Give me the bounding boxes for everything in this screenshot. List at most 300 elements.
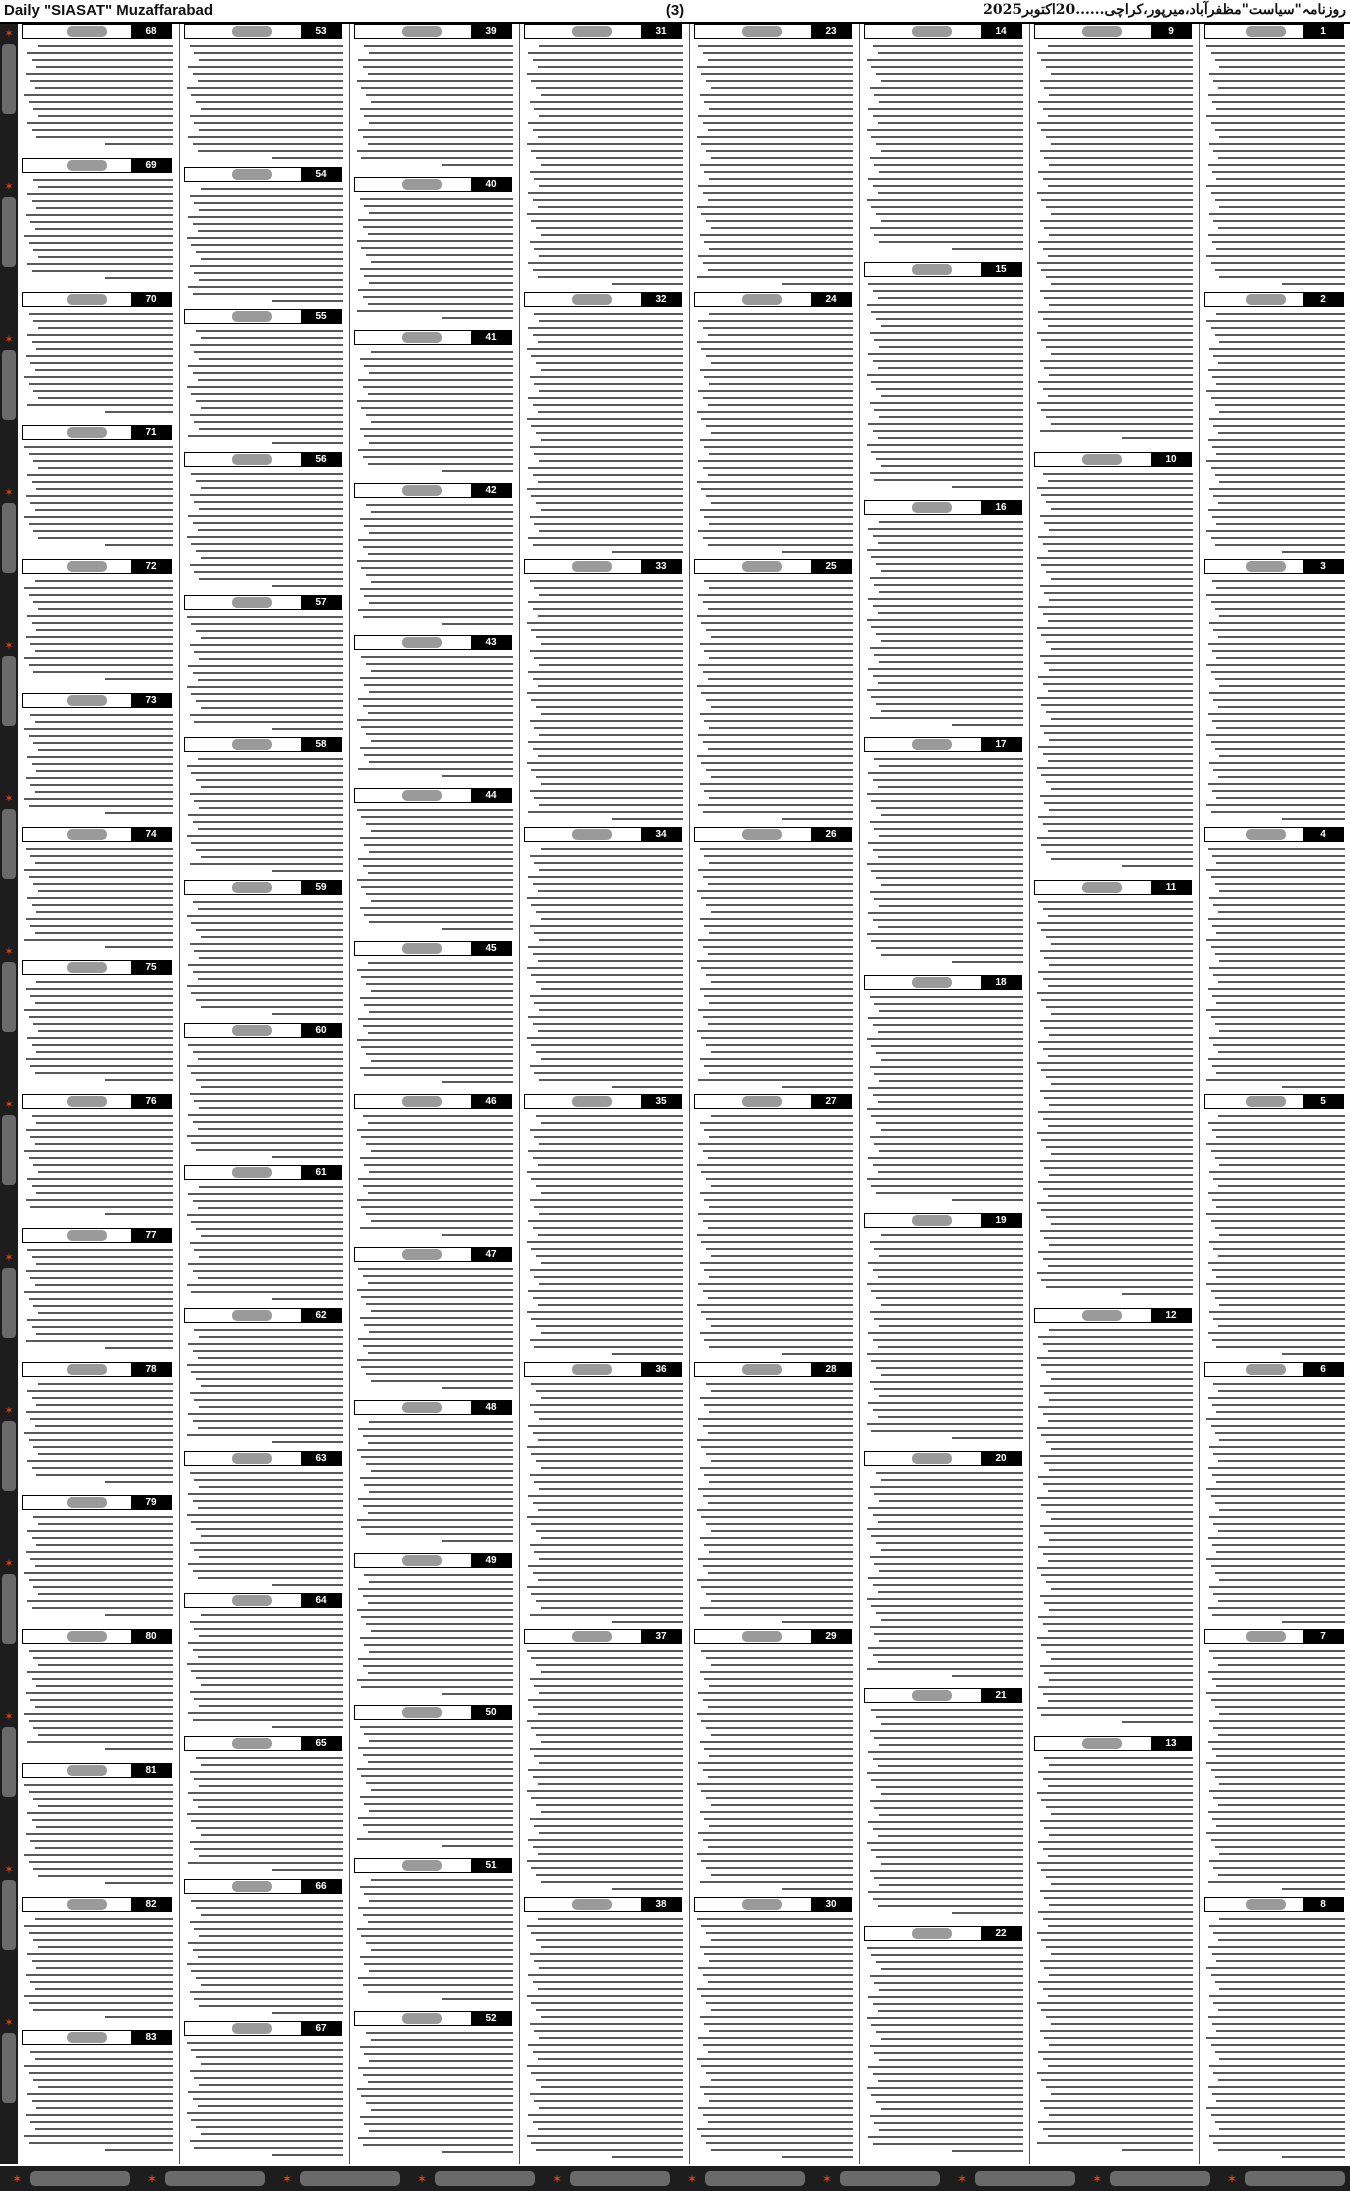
text-line [697, 1304, 853, 1306]
text-line [1215, 608, 1345, 610]
text-line [371, 1380, 513, 1382]
text-line [366, 94, 513, 96]
text-line [1216, 523, 1345, 525]
news-item-header [184, 1879, 342, 1894]
text-line [1213, 2142, 1345, 2144]
text-line [538, 1234, 683, 1236]
text-line [536, 1734, 683, 1736]
text-line [878, 1171, 1023, 1173]
news-item-number: 77 [131, 1229, 171, 1242]
border-label-plate [1110, 2171, 1210, 2186]
text-line [703, 397, 853, 399]
text-line [364, 45, 513, 47]
text-line [879, 101, 1023, 103]
text-line [366, 823, 513, 825]
text-line [1209, 143, 1345, 145]
text-line [1216, 453, 1345, 455]
text-line [369, 122, 513, 124]
text-line [27, 1037, 173, 1039]
text-line [201, 786, 343, 788]
text-line [698, 185, 853, 187]
news-item-header [524, 559, 682, 574]
text-line [1212, 376, 1345, 378]
text-line [1208, 1671, 1345, 1673]
section-logo-plate [67, 1631, 107, 1642]
text-line [868, 353, 1023, 355]
text-line [1051, 1658, 1193, 1660]
text-line [199, 1336, 343, 1338]
section-logo-plate [742, 1631, 782, 1642]
text-line [1051, 1083, 1193, 1085]
text-line [30, 1136, 173, 1138]
text-line [871, 1360, 1023, 1362]
text-line [371, 1220, 513, 1222]
text-line [1049, 304, 1193, 306]
text-line [38, 256, 173, 258]
text-line [1038, 1616, 1193, 1618]
text-line [1046, 501, 1193, 503]
text-line [1211, 397, 1345, 399]
text-line [364, 115, 513, 117]
text-line [369, 1011, 513, 1013]
text-line [1213, 1727, 1345, 1729]
text-line [711, 1115, 853, 1117]
text-line [357, 1928, 513, 1930]
text-line [1043, 1413, 1193, 1415]
text-line [1206, 320, 1345, 322]
text-line [539, 115, 683, 117]
news-item-header [524, 1897, 682, 1912]
news-item-header [524, 1629, 682, 1644]
section-logo-plate [572, 26, 612, 37]
text-line [358, 2137, 513, 2139]
text-line [536, 1530, 683, 1532]
text-line [1040, 1890, 1193, 1892]
text-line [187, 765, 343, 767]
text-line [534, 1755, 683, 1757]
text-line [1218, 1804, 1345, 1806]
section-logo-plate [1246, 1899, 1286, 1910]
text-line [530, 1129, 683, 1131]
text-line [527, 1925, 683, 1927]
news-item-number: 76 [131, 1095, 171, 1108]
text-line [1044, 1672, 1193, 1674]
text-line [363, 1275, 513, 1277]
text-line [105, 1748, 173, 1750]
text-line [876, 1367, 1023, 1369]
news-item-number: 81 [131, 1764, 171, 1777]
text-line [879, 521, 1023, 523]
news-item-number: 69 [131, 159, 171, 172]
text-line [1040, 1960, 1193, 1962]
text-line [1215, 1157, 1345, 1159]
text-line [199, 658, 343, 660]
text-line [1044, 157, 1193, 159]
text-line [1212, 101, 1345, 103]
text-line [1208, 2016, 1345, 2018]
text-line [360, 588, 513, 590]
text-line [1038, 971, 1193, 973]
text-line [33, 390, 173, 392]
text-line [530, 1953, 683, 1955]
text-line [878, 1905, 1023, 1907]
text-line [36, 66, 173, 68]
text-line [1218, 87, 1345, 89]
text-line [533, 544, 683, 546]
text-line [708, 1297, 853, 1299]
text-line [1218, 1600, 1345, 1602]
text-line [1046, 1511, 1193, 1513]
text-line [1048, 1350, 1193, 1352]
text-line [1122, 2149, 1193, 2151]
text-line [867, 1353, 1023, 1355]
text-line [1041, 2009, 1193, 2011]
text-line [1051, 1013, 1193, 1015]
text-line [369, 1740, 513, 1742]
text-line [1041, 929, 1193, 931]
text-line [191, 1900, 343, 1902]
news-item-number: 47 [471, 1248, 511, 1261]
text-line [528, 1699, 683, 1701]
text-line [1208, 783, 1345, 785]
bottom-decorative-border [0, 2166, 1350, 2191]
text-line [358, 1498, 513, 1500]
text-line [534, 453, 683, 455]
text-line [873, 1898, 1023, 1900]
text-line [272, 1726, 343, 1728]
text-line [201, 337, 343, 339]
text-line [1213, 1932, 1345, 1934]
text-line [368, 393, 513, 395]
text-line [30, 1558, 173, 1560]
text-line [1218, 636, 1345, 638]
text-line [24, 446, 173, 448]
text-line [534, 1411, 683, 1413]
star-ornament-icon: ✶ [4, 792, 14, 805]
text-line [874, 1493, 1023, 1495]
news-item-number: 61 [301, 1166, 341, 1179]
text-line [191, 922, 343, 924]
text-line [30, 2051, 173, 2053]
news-item-number: 68 [131, 25, 171, 38]
text-line [442, 317, 513, 319]
text-line [1048, 1700, 1193, 1702]
text-line [27, 1460, 173, 1462]
text-line [782, 551, 853, 553]
news-item-number: 2 [1303, 293, 1343, 306]
text-line [24, 1925, 173, 1927]
text-line [369, 1491, 513, 1493]
news-item-header [22, 1763, 172, 1778]
section-logo-plate [67, 26, 107, 37]
news-item-header [864, 737, 1022, 752]
text-line [358, 1907, 513, 1909]
text-line [1051, 1518, 1193, 1520]
text-line [1208, 643, 1345, 645]
text-line [191, 693, 343, 695]
text-line [361, 1136, 513, 1138]
text-line [1219, 960, 1345, 962]
text-line [1209, 488, 1345, 490]
text-line [358, 1018, 513, 1020]
text-line [1037, 192, 1193, 194]
text-line [1215, 883, 1345, 885]
text-line [364, 435, 513, 437]
star-ornament-icon: ✶ [1092, 2172, 1103, 2186]
section-logo-plate [742, 1096, 782, 1107]
text-line [1206, 185, 1345, 187]
text-line [1049, 529, 1193, 531]
text-line [530, 1544, 683, 1546]
text-line [528, 1769, 683, 1771]
text-line [1216, 2100, 1345, 2102]
text-line [1216, 862, 1345, 864]
text-line [191, 1221, 343, 1223]
text-line [701, 1586, 853, 1588]
text-line [364, 525, 513, 527]
text-line [272, 1156, 343, 1158]
text-line [1212, 720, 1345, 722]
text-line [38, 749, 173, 751]
text-line [187, 1284, 343, 1286]
text-line [711, 502, 853, 504]
text-line [698, 1418, 853, 1420]
text-line [1219, 685, 1345, 687]
section-logo-plate [402, 1096, 442, 1107]
text-line [193, 522, 343, 524]
text-line [196, 999, 343, 1001]
masthead-english: Daily "SIASAT" Muzaffarabad [4, 2, 213, 19]
text-line [190, 344, 343, 346]
news-item-header [694, 827, 852, 842]
text-line [193, 143, 343, 145]
text-line [1215, 2051, 1345, 2053]
news-item-number: 33 [641, 560, 681, 573]
text-line [38, 1030, 173, 1032]
news-item-body [185, 899, 343, 1019]
text-line [194, 800, 343, 802]
text-line [697, 206, 853, 208]
text-line [1041, 634, 1193, 636]
text-line [881, 80, 1023, 82]
text-line [867, 863, 1023, 865]
text-line [1044, 1167, 1193, 1169]
text-line [1043, 1483, 1193, 1485]
text-line [1218, 2149, 1345, 2151]
text-line [35, 369, 173, 371]
text-line [368, 2081, 513, 2083]
star-ornament-icon: ✶ [282, 2172, 293, 2186]
text-line [706, 769, 853, 771]
text-line [1219, 890, 1345, 892]
text-line [190, 1093, 343, 1095]
border-label-plate [2, 1421, 16, 1491]
text-line [1212, 1404, 1345, 1406]
text-line [1211, 1016, 1345, 1018]
text-line [1051, 1953, 1193, 1955]
text-line [29, 1861, 173, 1863]
text-line [1122, 437, 1193, 439]
text-line [870, 472, 1023, 474]
text-line [26, 73, 173, 75]
text-line [534, 523, 683, 525]
text-line [369, 442, 513, 444]
text-line [360, 1477, 513, 1479]
text-line [530, 1474, 683, 1476]
text-line [187, 1963, 343, 1965]
text-line [366, 663, 513, 665]
text-line [187, 915, 343, 917]
text-line [881, 884, 1023, 886]
text-line [26, 214, 173, 216]
text-line [1038, 1251, 1193, 1253]
text-line [1043, 2128, 1193, 2130]
text-line [199, 1107, 343, 1109]
text-line [697, 1234, 853, 1236]
text-line [711, 2079, 853, 2081]
text-line [527, 1650, 683, 1652]
text-line [541, 94, 683, 96]
text-line [1206, 664, 1345, 666]
text-line [1040, 2100, 1193, 2102]
text-line [1215, 2121, 1345, 2123]
news-item-header [184, 1023, 342, 1038]
text-line [1218, 1115, 1345, 1117]
news-item-number: 74 [131, 828, 171, 841]
text-line [881, 1619, 1023, 1621]
text-line [1216, 1276, 1345, 1278]
column-separator [179, 24, 180, 2164]
text-line [30, 502, 173, 504]
text-line [704, 1544, 853, 1546]
text-line [868, 1507, 1023, 1509]
text-line [536, 362, 683, 364]
text-line [1211, 1699, 1345, 1701]
text-line [38, 890, 173, 892]
text-line [533, 2121, 683, 2123]
text-line [29, 1016, 173, 1018]
text-line [871, 1709, 1023, 1711]
text-line [1041, 844, 1193, 846]
text-line [706, 1318, 853, 1320]
text-line [1044, 1897, 1193, 1899]
text-line [363, 546, 513, 548]
text-line [361, 976, 513, 978]
text-line [703, 1769, 853, 1771]
text-line [1043, 823, 1193, 825]
news-item-body [1205, 43, 1345, 288]
text-line [27, 193, 173, 195]
text-line [1041, 269, 1193, 271]
text-line [1043, 1623, 1193, 1625]
text-line [360, 2116, 513, 2118]
text-line [876, 388, 1023, 390]
text-line [530, 1199, 683, 1201]
text-line [612, 1621, 683, 1623]
text-line [357, 1838, 513, 1840]
news-item-header [184, 1736, 342, 1751]
section-logo-plate [1246, 1631, 1286, 1642]
text-line [32, 1397, 173, 1399]
text-line [698, 939, 853, 941]
news-item-header [1204, 24, 1344, 39]
text-line [1206, 115, 1345, 117]
text-line [1037, 1932, 1193, 1934]
text-line [538, 1509, 683, 1511]
text-line [30, 80, 173, 82]
text-line [703, 946, 853, 948]
text-line [533, 1432, 683, 1434]
text-line [24, 2135, 173, 2137]
text-line [1038, 746, 1193, 748]
news-item-number: 12 [1151, 1309, 1191, 1322]
text-line [1040, 1090, 1193, 1092]
text-line [701, 1860, 853, 1862]
text-line [105, 1079, 173, 1081]
text-line [541, 643, 683, 645]
text-line [1040, 950, 1193, 952]
text-line [1209, 2065, 1345, 2067]
text-line [1043, 178, 1193, 180]
text-line [36, 1544, 173, 1546]
text-line [196, 1378, 343, 1380]
text-line [709, 248, 853, 250]
text-line [188, 365, 343, 367]
text-line [368, 143, 513, 145]
text-line [1211, 946, 1345, 948]
text-line [35, 1847, 173, 1849]
section-logo-plate [402, 2013, 442, 2024]
text-line [1206, 594, 1345, 596]
news-item-header [184, 737, 342, 752]
text-line [782, 283, 853, 285]
text-line [538, 890, 683, 892]
text-line [876, 1122, 1023, 1124]
text-line [873, 1654, 1023, 1656]
text-line [196, 251, 343, 253]
text-line [24, 939, 173, 941]
text-line [1046, 1146, 1193, 1148]
text-line [360, 1956, 513, 1958]
text-line [881, 814, 1023, 816]
text-line [704, 1748, 853, 1750]
text-line [531, 769, 683, 771]
text-line [701, 967, 853, 969]
text-line [1211, 2114, 1345, 2116]
text-line [534, 657, 683, 659]
news-item-number: 19 [981, 1214, 1021, 1227]
text-line [876, 1297, 1023, 1299]
news-item-header [524, 292, 682, 307]
text-line [703, 327, 853, 329]
text-line [26, 1974, 173, 1976]
text-line [539, 869, 683, 871]
text-line [541, 2086, 683, 2088]
text-line [1212, 1474, 1345, 1476]
text-line [33, 460, 173, 462]
text-line [29, 523, 173, 525]
text-line [24, 2065, 173, 2067]
text-line [878, 192, 1023, 194]
text-line [360, 198, 513, 200]
news-item-body [355, 43, 513, 173]
text-line [1216, 1206, 1345, 1208]
text-line [369, 212, 513, 214]
text-line [196, 2126, 343, 2128]
text-line [701, 1650, 853, 1652]
news-item-header [1034, 880, 1192, 895]
text-line [1044, 1462, 1193, 1464]
